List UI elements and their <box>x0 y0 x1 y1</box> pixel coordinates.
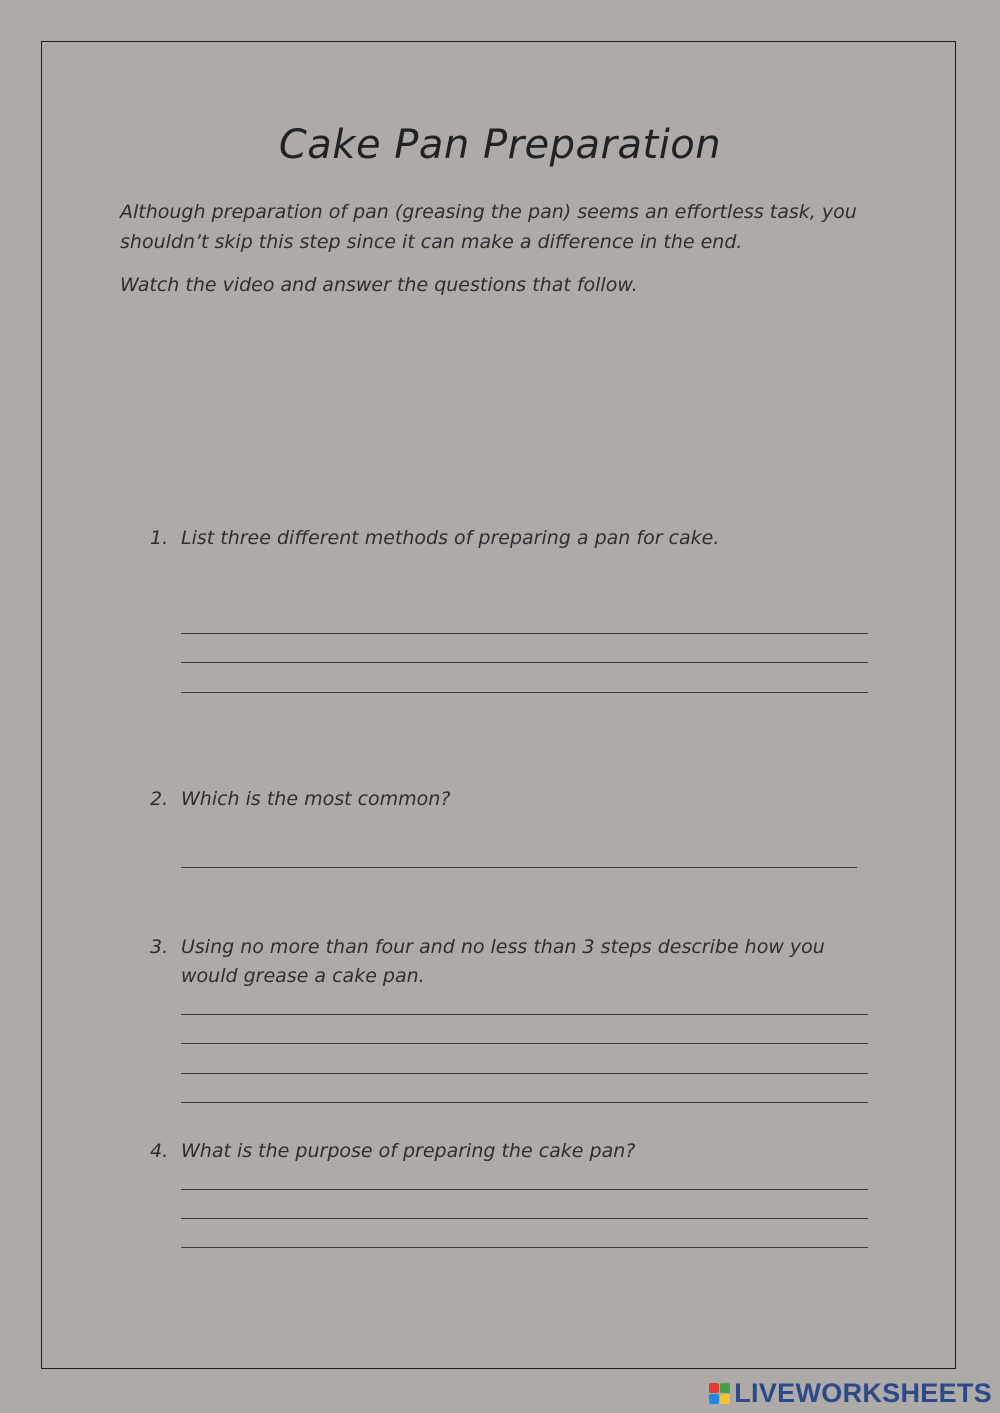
answer-line-q1-2[interactable] <box>181 662 868 663</box>
question-number: 3. <box>150 936 169 958</box>
answer-line-q1-1[interactable] <box>181 633 868 634</box>
question-text: Which is the most common? <box>181 788 451 810</box>
logo-mark-cell <box>709 1394 719 1404</box>
answer-line-q2-1[interactable] <box>181 867 857 868</box>
question-text: List three different methods of preparing a pan for cake. <box>181 527 720 549</box>
question-1 <box>150 524 860 553</box>
answer-line-q4-1[interactable] <box>181 1189 868 1190</box>
logo-mark-cell <box>720 1394 730 1404</box>
question-number: 1. <box>150 527 169 549</box>
answer-line-q3-3[interactable] <box>181 1073 868 1074</box>
answer-line-q1-3[interactable] <box>181 692 868 693</box>
answer-line-q4-3[interactable] <box>181 1247 868 1248</box>
question-3 <box>150 933 860 991</box>
question-number: 4. <box>150 1140 169 1162</box>
answer-line-q3-4[interactable] <box>181 1102 868 1103</box>
liveworksheets-mark-icon <box>709 1383 730 1404</box>
logo-mark-cell <box>720 1383 730 1393</box>
question-number: 2. <box>150 788 169 810</box>
instruction-text: Watch the video and answer the questions that follow. <box>120 274 638 296</box>
question-4 <box>150 1137 860 1166</box>
logo-text: LIVEWORKSHEETS <box>734 1377 992 1408</box>
liveworksheets-logo[interactable] <box>709 1377 992 1409</box>
answer-line-q3-2[interactable] <box>181 1043 868 1044</box>
question-text: Using no more than four and no less than 3 steps describe how you would grease a cake pan. <box>181 936 825 987</box>
logo-mark-cell <box>709 1383 719 1393</box>
intro-paragraph: Although preparation of pan (greasing the pan) seems an effortless task, you shouldn’t skip this step since it can make a difference in the end. <box>120 201 857 253</box>
worksheet-title: Cake Pan Preparation <box>278 122 722 168</box>
answer-line-q4-2[interactable] <box>181 1218 868 1219</box>
answer-line-q3-1[interactable] <box>181 1014 868 1015</box>
question-2 <box>150 785 860 814</box>
question-text: What is the purpose of preparing the cake pan? <box>181 1140 636 1162</box>
